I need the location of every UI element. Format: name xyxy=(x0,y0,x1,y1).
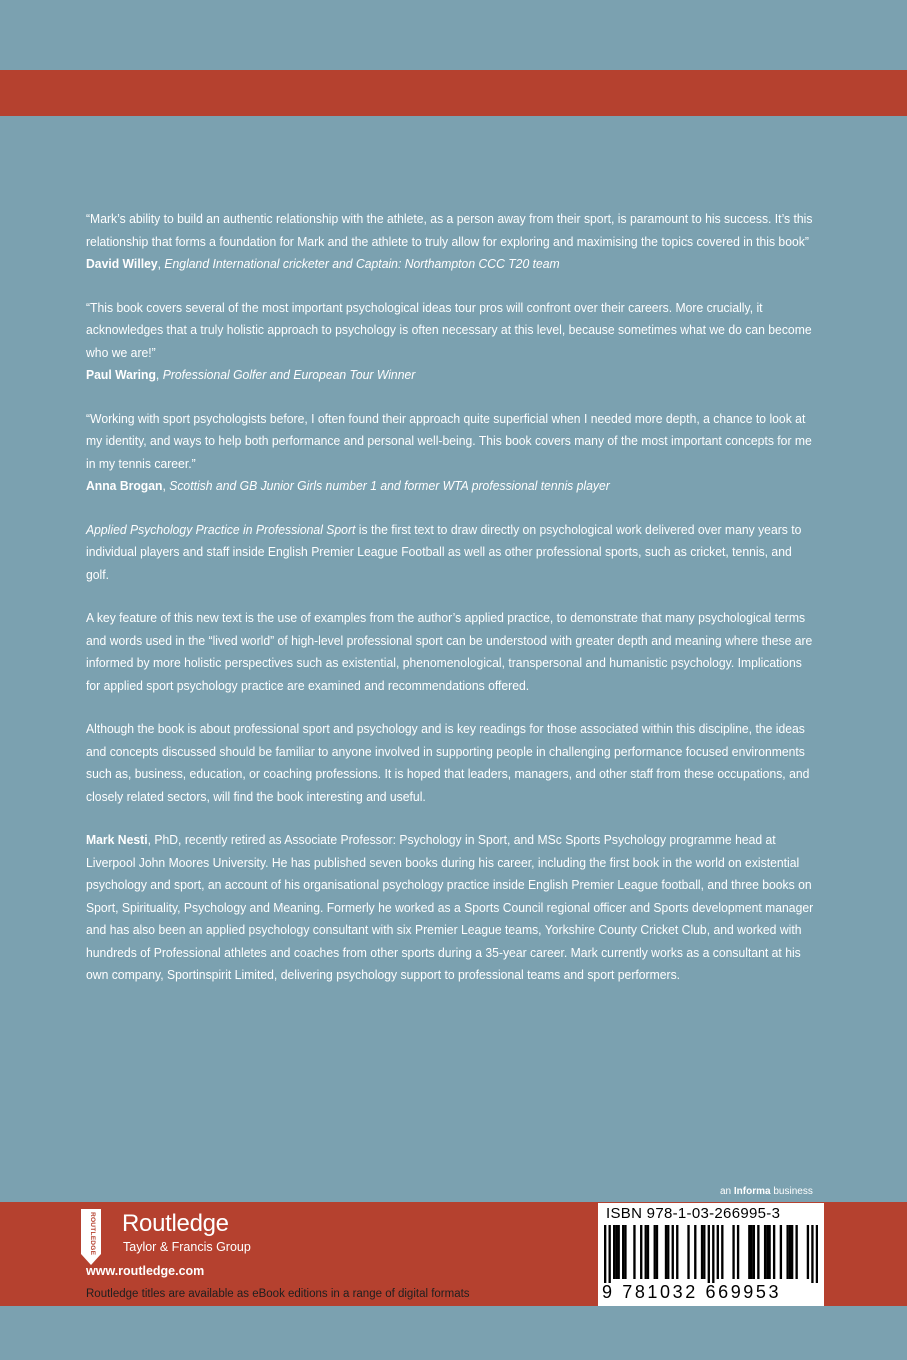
barcode-bar xyxy=(748,1225,750,1279)
barcode-bar xyxy=(676,1225,678,1279)
barcode-bar xyxy=(753,1225,755,1279)
barcode-bar xyxy=(737,1225,739,1279)
book-title: Applied Psychology Practice in Professional Sport xyxy=(86,521,356,537)
barcode-bar xyxy=(609,1225,611,1283)
barcode-bar xyxy=(645,1225,647,1279)
barcode-bar xyxy=(791,1225,793,1279)
barcode-bar xyxy=(654,1225,656,1279)
endorser-name: Paul Waring xyxy=(86,367,156,382)
barcode-bar xyxy=(757,1225,759,1279)
description-paragraph-2: A key feature of this new text is the use of examples from the author’s applied practice, to demonstrate that many psychological terms and words used in the “lived world” of high-level professional sport can be understood with greater depth and meaning where these are informed by more holistic perspectives such as existential, phenomenological, transpersonal and humanistic psychology. Implications for applied sport psychology practice are examined and recommendations offered. xyxy=(86,610,813,693)
barcode-bar xyxy=(613,1225,615,1279)
back-cover-text xyxy=(86,208,814,1008)
ebook-note: Routledge titles are available as eBook editions in a range of digital formats xyxy=(86,1288,470,1300)
barcode-bar xyxy=(665,1225,667,1279)
description-paragraph-3: Although the book is about professional sport and psychology and is key readings for those associated within this discipline, the ideas and concepts discussed should be familiar to anyone involved in supporting people in challenging performance focused environments such as, business, education, or coaching professions. It is hoped that leaders, managers, and other staff from these occupations, and closely related sectors, will find the book interesting and useful. xyxy=(86,721,810,804)
isbn-label: ISBN 978-1-03-266995-3 xyxy=(606,1205,781,1222)
barcode-bar xyxy=(768,1225,770,1279)
publisher-group: Taylor & Francis Group xyxy=(123,1240,251,1254)
barcode-bar xyxy=(750,1225,752,1279)
publisher-website: www.routledge.com xyxy=(86,1264,205,1278)
author-name: Mark Nesti xyxy=(86,832,148,847)
barcode-bar xyxy=(701,1225,703,1279)
barcode-bar xyxy=(764,1225,766,1279)
barcode-bar xyxy=(717,1225,719,1279)
endorsement-3: “Working with sport psychologists before, I often found their approach quite superficial when I needed more depth, a chance to look at my identity, and ways to help both performance and personal well-being. This book covers many of the most important concepts for me in my tennis career.” Anna Brogan, Scottish and GB Junior Girls number 1 and former WTA professional tennis player xyxy=(86,408,814,498)
endorsement-quote: “Working with sport psychologists before, I often found their approach quite superficial when I needed more depth, a chance to look at my identity, and ways to help both performance and personal well-being. This book covers many of the most important concepts for me in my tennis career.” xyxy=(86,410,812,471)
barcode-bar xyxy=(604,1225,606,1283)
barcode-bar xyxy=(795,1225,797,1279)
svg-text:ROUTLEDGE: ROUTLEDGE xyxy=(89,1212,96,1256)
barcode-bar xyxy=(811,1225,813,1283)
endorsement-quote: “Mark’s ability to build an authentic relationship with the athlete, as a person away from their sport, is paramount to his success. It’s this relationship that forms a foundation for Mark and the athlete to truly allow for exploring and maximising the topics covered in this book” xyxy=(86,211,813,249)
barcode-bar xyxy=(708,1225,710,1283)
barcode-bar xyxy=(615,1225,617,1279)
barcode-bar xyxy=(766,1225,768,1279)
barcode-bar xyxy=(712,1225,714,1283)
description-intro: Applied Psychology Practice in Professional Sport is the first text to draw directly on psychological work delivered over many years to individual players and staff inside English Premier League Football as well as other professional sports, such as cricket, tennis, and golf. xyxy=(86,521,802,582)
barcode-bar xyxy=(622,1225,624,1279)
informa-tagline: an Informa business xyxy=(720,1186,813,1197)
barcode-bar xyxy=(687,1225,689,1279)
barcode-bar xyxy=(656,1225,658,1279)
barcode-bar xyxy=(647,1225,649,1279)
routledge-logo xyxy=(80,1208,320,1264)
endorsement-2: “This book covers several of the most important psychological ideas tour pros will confront over their careers. More crucially, it acknowledges that a truly holistic approach to psychology is often necessary at this level, because sometimes what we do can become who we are!” Paul Waring, Professional Golfer and European Tour Winner xyxy=(86,297,814,387)
endorsement-quote: “This book covers several of the most important psychological ideas tour pros will confront over their careers. More crucially, it acknowledges that a truly holistic approach to psychology is often necessary at this level, because sometimes what we do can become who we are!” xyxy=(86,299,812,360)
routledge-shield-icon xyxy=(80,1208,102,1266)
endorser-name: Anna Brogan xyxy=(86,478,163,493)
barcode-bar xyxy=(807,1225,809,1279)
barcode-bar xyxy=(640,1225,642,1279)
barcode-bar xyxy=(786,1225,788,1279)
isbn-barcode xyxy=(598,1203,824,1306)
endorser-role: Scottish and GB Junior Girls number 1 and former WTA professional tennis player xyxy=(169,478,610,493)
endorser-role: Professional Golfer and European Tour Winner xyxy=(162,367,416,382)
author-bio: Mark Nesti, PhD, recently retired as Associate Professor: Psychology in Sport, and MSc Sports Psychology programme head at Liverpool John Moores University. He has published seven books during his career, including the first book in the world on existential psychology and sport, an account of his organisational psychology practice inside English Premier League football, and three books on Sport, Spirituality, Psychology and Meaning. Formerly he worked as a Sports Council regional officer and Sports development manager and has also been an applied psychology consultant with six Premier League teams, Yorkshire County Cricket Club, and worked with hundreds of Professional athletes and coaches from other sports during a 35-year career. Mark currently works as a consultant at his own company, Sportinspirit Limited, delivering psychology support to professional teams and sport performers. xyxy=(86,832,814,982)
barcode-bar xyxy=(667,1225,669,1279)
barcode-bar xyxy=(618,1225,620,1279)
endorser-name: David Willey xyxy=(86,256,158,271)
barcode-bar xyxy=(633,1225,635,1279)
barcode-bar xyxy=(721,1225,723,1279)
isbn-digits: 9 781032 669953 xyxy=(602,1282,782,1302)
barcode-bar xyxy=(672,1225,674,1279)
publisher-name: Routledge xyxy=(122,1210,229,1237)
barcode-bar xyxy=(780,1225,782,1279)
top-color-band xyxy=(0,70,907,116)
endorsement-1: “Mark’s ability to build an authentic relationship with the athlete, as a person away from their sport, is paramount to his success. It’s this relationship that forms a foundation for Mark and the athlete to truly allow for exploring and maximising the topics covered in this book” David Willey, England International cricketer and Captain: Northampton CCC T20 team xyxy=(86,208,814,276)
barcode-bar xyxy=(624,1225,626,1279)
endorser-role: England International cricketer and Captain: Northampton CCC T20 team xyxy=(164,256,560,271)
barcode-bar xyxy=(703,1225,705,1279)
barcode-bar xyxy=(694,1225,696,1279)
barcode-bar xyxy=(773,1225,775,1279)
barcode-bar xyxy=(789,1225,791,1279)
barcode-bar xyxy=(816,1225,818,1283)
barcode-bars xyxy=(604,1225,818,1283)
barcode-bar xyxy=(732,1225,734,1279)
